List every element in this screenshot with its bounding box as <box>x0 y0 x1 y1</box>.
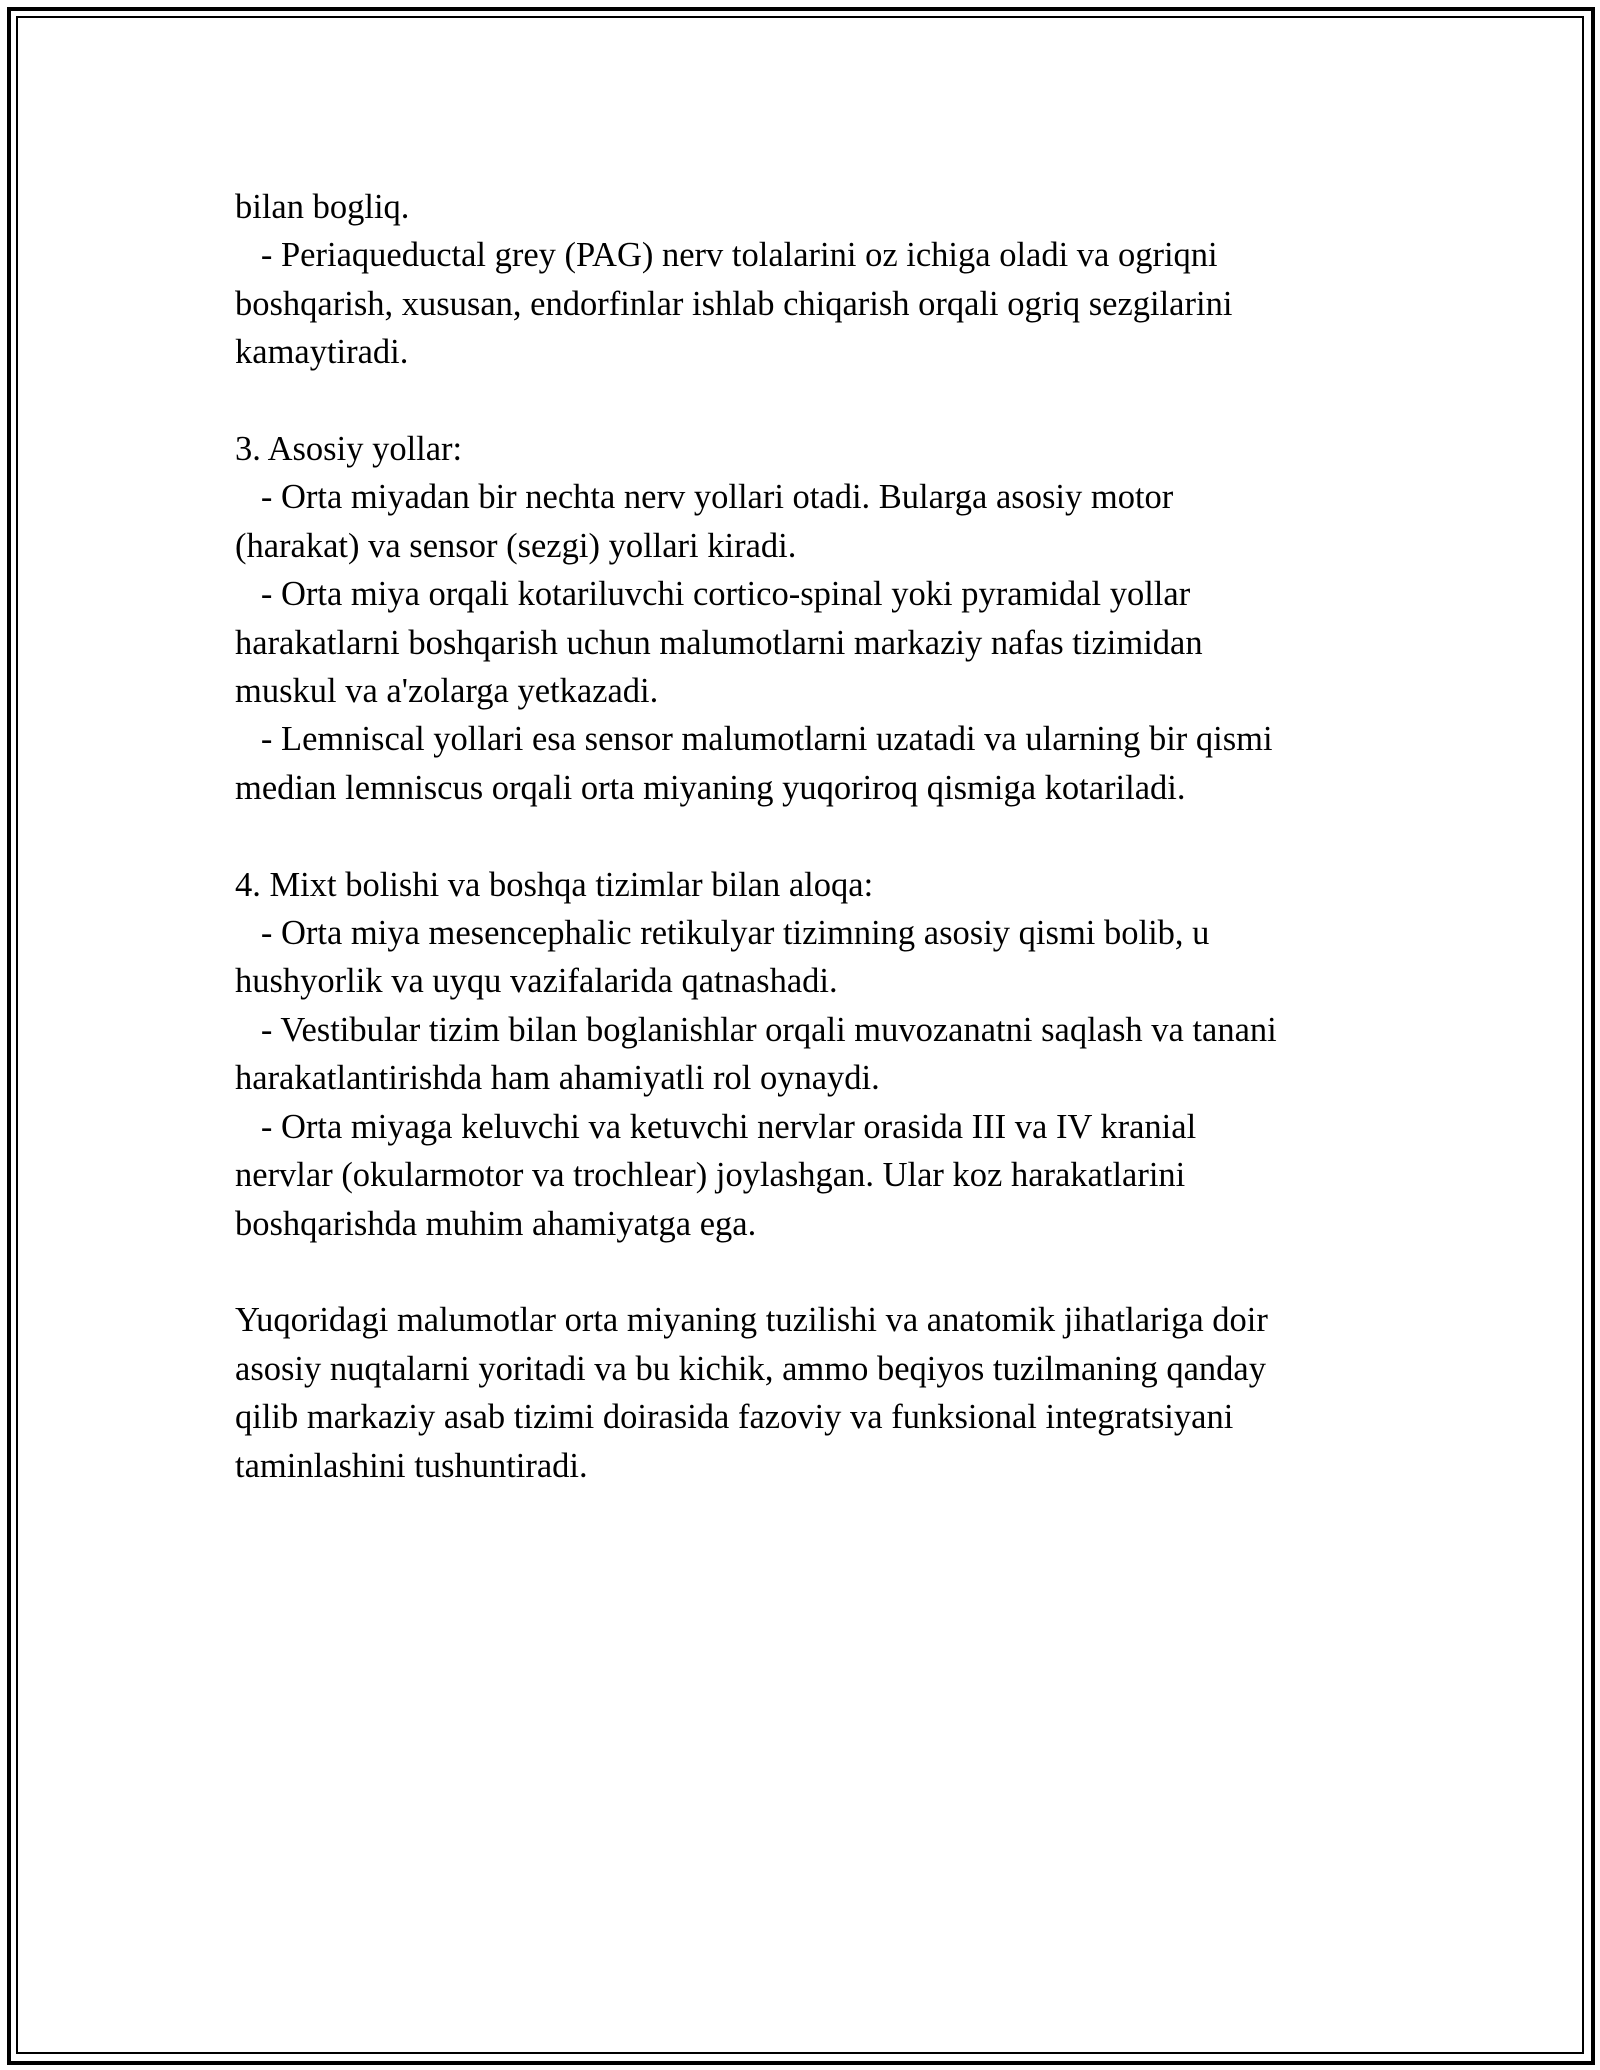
blank-line <box>235 1248 1365 1296</box>
conclusion-line: Yuqoridagi malumotlar orta miyaning tuzilishi va anatomik jihatlariga doir <box>235 1301 1268 1340</box>
conclusion-line: taminlashini tushuntiradi. <box>235 1446 588 1485</box>
blank-line <box>235 377 1365 425</box>
text-line: - Orta miya mesencephalic retikulyar tizimning asosiy qismi bolib, u <box>235 914 1210 953</box>
text-line: (harakat) va sensor (sezgi) yollari kiradi. <box>235 526 797 565</box>
conclusion-line: qilib markaziy asab tizimi doirasida fazoviy va funksional integratsiyani <box>235 1398 1234 1437</box>
section-heading: 3. Asosiy yollar: <box>235 430 463 469</box>
text-line: harakatlantirishda ham ahamiyatli rol oynaydi. <box>235 1059 880 1098</box>
text-line: hushyorlik va uyqu vazifalarida qatnashadi. <box>235 962 838 1001</box>
text-line: - Lemniscal yollari esa sensor malumotlarni uzatadi va ularning bir qismi <box>235 720 1273 759</box>
conclusion-line: asosiy nuqtalarni yoritadi va bu kichik, ammo beqiyos tuzilmaning qanday <box>235 1349 1266 1388</box>
text-line: - Orta miyaga keluvchi va ketuvchi nervlar orasida III va IV kranial <box>235 1107 1197 1146</box>
text-line: kamaytiradi. <box>235 333 409 372</box>
text-line: - Vestibular tizim bilan boglanishlar orqali muvozanatni saqlash va tanani <box>235 1010 1277 1049</box>
document-body <box>235 183 1365 1490</box>
text-line: bilan bogliq. <box>235 188 410 226</box>
text-line: boshqarish, xususan, endorfinlar ishlab chiqarish orqali ogriq sezgilarini <box>235 284 1233 323</box>
text-line: - Periaqueductal grey (PAG) nerv tolalarini oz ichiga oladi va ogriqni <box>235 236 1218 275</box>
text-line: - Orta miyadan bir nechta nerv yollari otadi. Bularga asosiy motor <box>235 478 1174 517</box>
text-line: nervlar (okularmotor va trochlear) joylashgan. Ular koz harakatlarini <box>235 1156 1186 1195</box>
blank-line <box>235 812 1365 860</box>
text-line: muskul va a'zolarga yetkazadi. <box>235 672 659 711</box>
text-line: median lemniscus orqali orta miyaning yuqoriroq qismiga kotariladi. <box>235 768 1186 807</box>
text-line: boshqarishda muhim ahamiyatga ega. <box>235 1204 757 1243</box>
section-heading: 4. Mixt bolishi va boshqa tizimlar bilan aloqa: <box>235 865 874 904</box>
text-line: - Orta miya orqali kotariluvchi cortico-spinal yoki pyramidal yollar <box>235 575 1191 614</box>
text-line: harakatlarni boshqarish uchun malumotlarni markaziy nafas tizimidan <box>235 623 1203 662</box>
